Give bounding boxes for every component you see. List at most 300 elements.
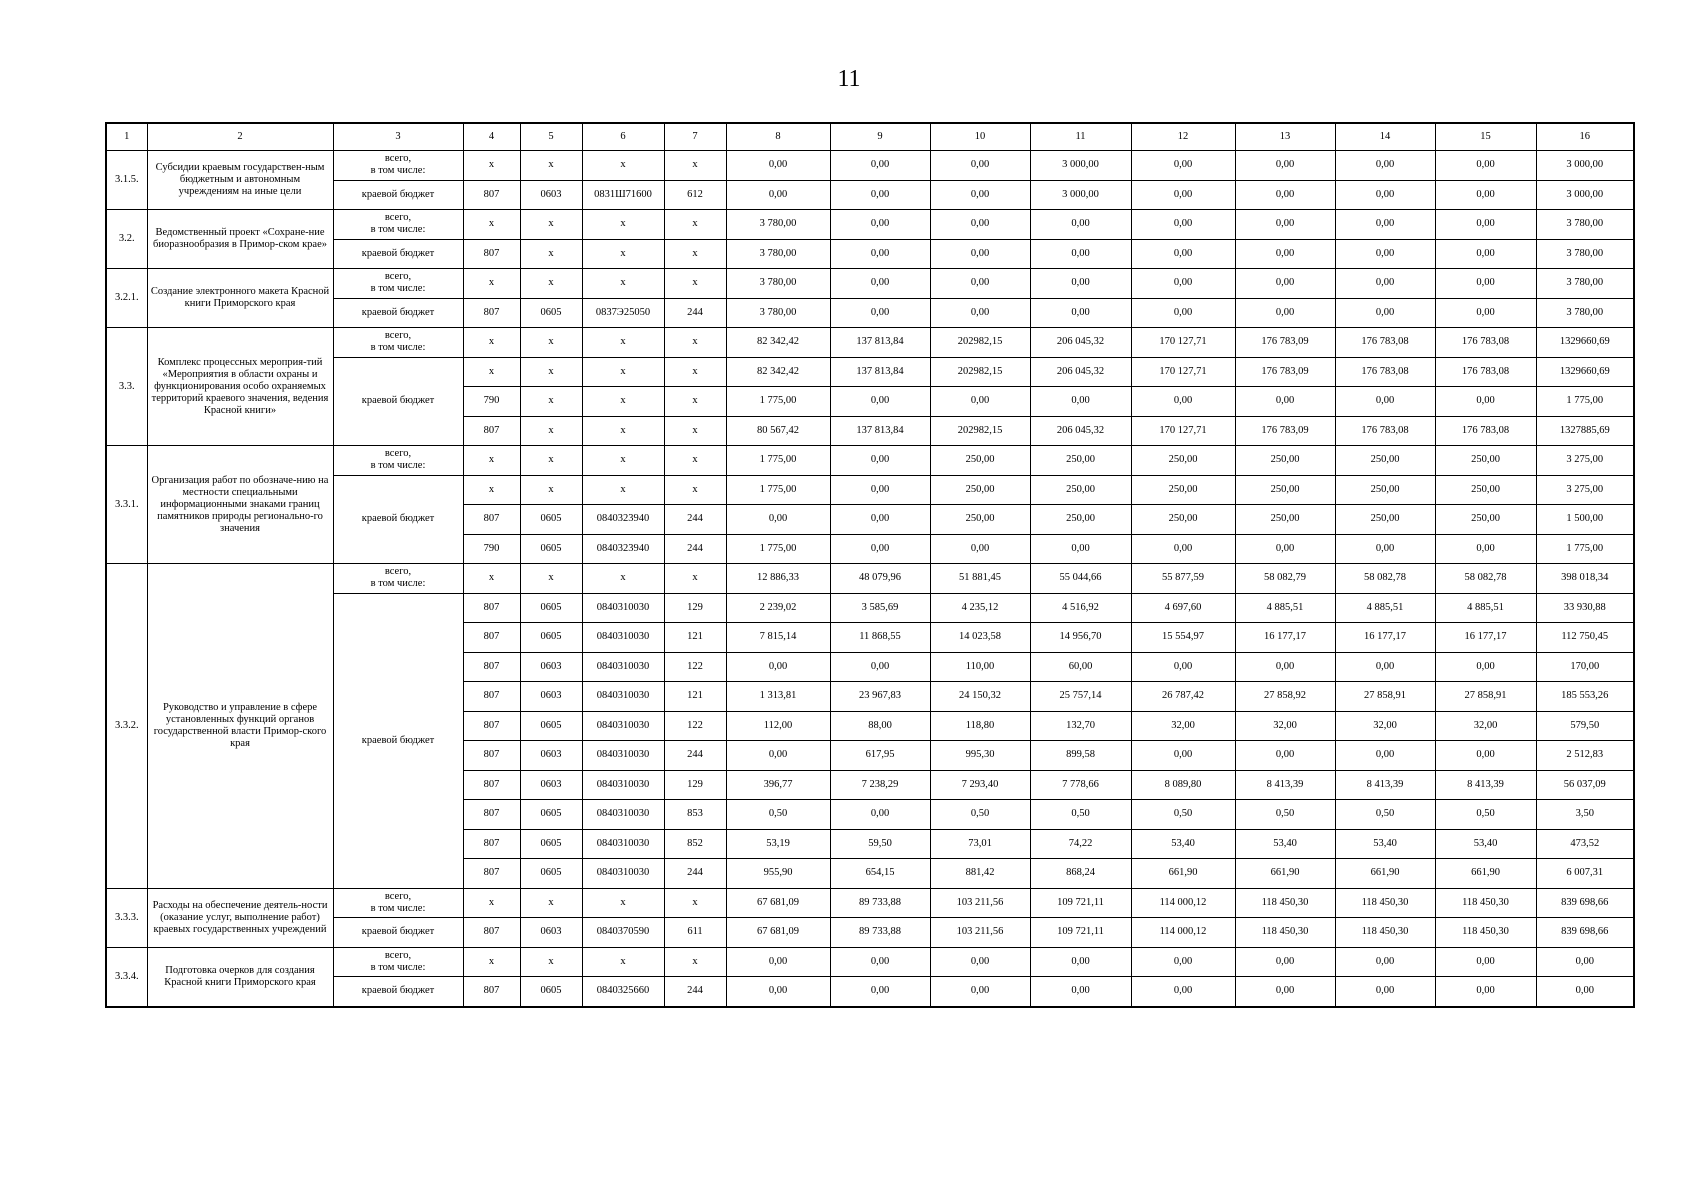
cell-value: 53,19 <box>726 829 830 859</box>
cell-value: 0,00 <box>1235 947 1335 977</box>
cell-value: 23 967,83 <box>830 682 930 712</box>
source-budget-label: краевой бюджет <box>333 357 463 446</box>
cell-value: 118 450,30 <box>1235 918 1335 948</box>
cell-value: 0840310030 <box>582 800 664 830</box>
cell-value: 58 082,79 <box>1235 564 1335 594</box>
cell-value: 80 567,42 <box>726 416 830 446</box>
cell-value: 118 450,30 <box>1335 888 1435 918</box>
cell-value: 7 778,66 <box>1030 770 1131 800</box>
cell-value: 0,00 <box>1235 210 1335 240</box>
header-row <box>106 123 1634 151</box>
row-name: Подготовка очерков для создания Красной книги Приморского края <box>147 947 333 1007</box>
cell-value: x <box>664 151 726 181</box>
cell-value: 661,90 <box>1335 859 1435 889</box>
cell-value: 89 733,88 <box>830 888 930 918</box>
cell-value: 137 813,84 <box>830 357 930 387</box>
cell-value: x <box>582 446 664 476</box>
header-cell: 9 <box>830 123 930 151</box>
source-budget-label: краевой бюджет <box>333 475 463 564</box>
cell-value: 6 007,31 <box>1536 859 1634 889</box>
cell-value: 112 750,45 <box>1536 623 1634 653</box>
cell-value: 579,50 <box>1536 711 1634 741</box>
cell-value: 2 239,02 <box>726 593 830 623</box>
cell-value: 0,00 <box>1335 387 1435 417</box>
cell-value: 807 <box>463 505 520 535</box>
cell-value: 3 780,00 <box>726 298 830 328</box>
cell-value: 0603 <box>520 770 582 800</box>
cell-value: 807 <box>463 770 520 800</box>
cell-value: 0605 <box>520 505 582 535</box>
cell-value: 202982,15 <box>930 416 1030 446</box>
cell-value: 0,00 <box>930 298 1030 328</box>
cell-value: 0,00 <box>1030 269 1131 299</box>
cell-value: x <box>582 210 664 240</box>
cell-value: 118 450,30 <box>1235 888 1335 918</box>
cell-value: 0,50 <box>1030 800 1131 830</box>
cell-value: 0840310030 <box>582 859 664 889</box>
cell-value: 0,00 <box>1536 977 1634 1007</box>
cell-value: 176 783,08 <box>1435 416 1536 446</box>
cell-value: 0605 <box>520 800 582 830</box>
cell-value: 3 000,00 <box>1030 151 1131 181</box>
cell-value: 4 235,12 <box>930 593 1030 623</box>
cell-value: x <box>664 328 726 358</box>
cell-value: 137 813,84 <box>830 328 930 358</box>
cell-value: x <box>463 475 520 505</box>
cell-value: 121 <box>664 623 726 653</box>
cell-value: x <box>520 387 582 417</box>
cell-value: 250,00 <box>1235 446 1335 476</box>
cell-value: 185 553,26 <box>1536 682 1634 712</box>
cell-value: 250,00 <box>1030 505 1131 535</box>
cell-value: 0,50 <box>726 800 830 830</box>
cell-value: x <box>463 269 520 299</box>
cell-value: 0,00 <box>726 151 830 181</box>
cell-value: 118 450,30 <box>1435 888 1536 918</box>
header-cell: 3 <box>333 123 463 151</box>
cell-value: x <box>463 328 520 358</box>
header-cell: 10 <box>930 123 1030 151</box>
cell-value: 1 775,00 <box>726 475 830 505</box>
cell-value: 0,00 <box>1030 387 1131 417</box>
table-row <box>106 151 1634 181</box>
cell-value: 11 868,55 <box>830 623 930 653</box>
cell-value: 137 813,84 <box>830 416 930 446</box>
cell-value: 56 037,09 <box>1536 770 1634 800</box>
cell-value: 0840310030 <box>582 623 664 653</box>
cell-value: 170 127,71 <box>1131 328 1235 358</box>
cell-value: 202982,15 <box>930 328 1030 358</box>
cell-value: 0,00 <box>726 947 830 977</box>
cell-value: 3,50 <box>1536 800 1634 830</box>
table-row <box>106 239 1634 269</box>
cell-value: x <box>664 564 726 594</box>
cell-value: 0,00 <box>830 239 930 269</box>
cell-value: 0,00 <box>1030 298 1131 328</box>
cell-value: 250,00 <box>1435 505 1536 535</box>
cell-value: 244 <box>664 741 726 771</box>
cell-value: 176 783,08 <box>1335 328 1435 358</box>
cell-value: 995,30 <box>930 741 1030 771</box>
cell-value: 852 <box>664 829 726 859</box>
cell-value: 7 293,40 <box>930 770 1030 800</box>
row-name: Комплекс процессных мероприя-тий «Мероприятия в области охраны и функционирования особо охраняемых территорий краевого значения, ведения Красной книги» <box>147 328 333 446</box>
cell-value: x <box>582 475 664 505</box>
cell-value: 1329660,69 <box>1536 357 1634 387</box>
cell-value: 0,00 <box>830 151 930 181</box>
cell-value: 73,01 <box>930 829 1030 859</box>
cell-value: 0,00 <box>830 298 930 328</box>
cell-value: 0,00 <box>1435 180 1536 210</box>
cell-value: 0840310030 <box>582 682 664 712</box>
table-row <box>106 977 1634 1007</box>
cell-value: x <box>664 475 726 505</box>
cell-value: 807 <box>463 711 520 741</box>
cell-value: 807 <box>463 918 520 948</box>
cell-value: 0,00 <box>930 387 1030 417</box>
table-row <box>106 446 1634 476</box>
cell-value: 109 721,11 <box>1030 888 1131 918</box>
cell-value: 0,00 <box>930 977 1030 1007</box>
cell-value: 60,00 <box>1030 652 1131 682</box>
cell-value: 103 211,56 <box>930 888 1030 918</box>
cell-value: 3 585,69 <box>830 593 930 623</box>
cell-value: 839 698,66 <box>1536 888 1634 918</box>
cell-value: 82 342,42 <box>726 357 830 387</box>
cell-value: 807 <box>463 800 520 830</box>
header-cell: 12 <box>1131 123 1235 151</box>
cell-value: x <box>520 239 582 269</box>
source-budget-label: краевой бюджет <box>333 593 463 888</box>
cell-value: 118 450,30 <box>1435 918 1536 948</box>
cell-value: 661,90 <box>1131 859 1235 889</box>
cell-value: 0,00 <box>1131 180 1235 210</box>
cell-value: x <box>664 446 726 476</box>
cell-value: 129 <box>664 770 726 800</box>
cell-value: 0,00 <box>830 210 930 240</box>
cell-value: 15 554,97 <box>1131 623 1235 653</box>
cell-value: 32,00 <box>1435 711 1536 741</box>
cell-value: 0,00 <box>1131 387 1235 417</box>
cell-value: 244 <box>664 977 726 1007</box>
cell-value: 4 885,51 <box>1435 593 1536 623</box>
cell-value: 1 775,00 <box>726 446 830 476</box>
cell-value: x <box>582 387 664 417</box>
cell-value: 955,90 <box>726 859 830 889</box>
cell-value: 0,50 <box>1235 800 1335 830</box>
cell-value: 0,00 <box>930 210 1030 240</box>
cell-value: 0,00 <box>1435 210 1536 240</box>
cell-value: x <box>463 888 520 918</box>
cell-value: 0,00 <box>830 446 930 476</box>
cell-value: 55 877,59 <box>1131 564 1235 594</box>
cell-value: 3 780,00 <box>1536 298 1634 328</box>
cell-value: 0,00 <box>1235 534 1335 564</box>
source-total-label: всего, в том числе: <box>333 446 463 476</box>
row-number: 3.3.2. <box>106 564 147 889</box>
cell-value: 250,00 <box>1131 475 1235 505</box>
cell-value: x <box>582 269 664 299</box>
table-row <box>106 475 1634 505</box>
cell-value: 25 757,14 <box>1030 682 1131 712</box>
cell-value: x <box>582 564 664 594</box>
cell-value: 0,00 <box>1435 298 1536 328</box>
cell-value: 109 721,11 <box>1030 918 1131 948</box>
cell-value: 250,00 <box>930 446 1030 476</box>
cell-value: 0840370590 <box>582 918 664 948</box>
cell-value: 12 886,33 <box>726 564 830 594</box>
cell-value: 0,00 <box>1131 947 1235 977</box>
cell-value: 0,00 <box>726 977 830 1007</box>
cell-value: x <box>520 269 582 299</box>
cell-value: 0,00 <box>1435 534 1536 564</box>
cell-value: 0,00 <box>1235 741 1335 771</box>
cell-value: 0605 <box>520 623 582 653</box>
cell-value: 0,00 <box>830 534 930 564</box>
cell-value: x <box>520 328 582 358</box>
cell-value: 0,00 <box>930 947 1030 977</box>
cell-value: 132,70 <box>1030 711 1131 741</box>
cell-value: 0,00 <box>830 269 930 299</box>
cell-value: 0,00 <box>1131 534 1235 564</box>
cell-value: 0,00 <box>1235 180 1335 210</box>
cell-value: 3 780,00 <box>726 269 830 299</box>
cell-value: 176 783,08 <box>1335 357 1435 387</box>
cell-value: x <box>520 888 582 918</box>
cell-value: x <box>582 357 664 387</box>
cell-value: 250,00 <box>930 475 1030 505</box>
cell-value: 0,00 <box>930 151 1030 181</box>
cell-value: 3 275,00 <box>1536 475 1634 505</box>
cell-value: 244 <box>664 298 726 328</box>
cell-value: 0,00 <box>1435 977 1536 1007</box>
cell-value: 250,00 <box>1435 446 1536 476</box>
cell-value: 0603 <box>520 180 582 210</box>
cell-value: 807 <box>463 652 520 682</box>
cell-value: 0840310030 <box>582 593 664 623</box>
cell-value: 0,00 <box>830 387 930 417</box>
cell-value: x <box>664 888 726 918</box>
cell-value: 0840310030 <box>582 711 664 741</box>
header-cell: 6 <box>582 123 664 151</box>
cell-value: 1327885,69 <box>1536 416 1634 446</box>
cell-value: 661,90 <box>1435 859 1536 889</box>
table-row <box>106 888 1634 918</box>
cell-value: 0,00 <box>1435 652 1536 682</box>
cell-value: 122 <box>664 652 726 682</box>
cell-value: 0,00 <box>1131 269 1235 299</box>
cell-value: 0,00 <box>830 475 930 505</box>
row-name: Организация работ по обозначе-нию на местности специальными информационными знаками границ памятников природы регионально-го значения <box>147 446 333 564</box>
cell-value: 0,00 <box>1435 947 1536 977</box>
cell-value: 129 <box>664 593 726 623</box>
cell-value: 250,00 <box>1335 446 1435 476</box>
cell-value: 170,00 <box>1536 652 1634 682</box>
cell-value: 3 000,00 <box>1536 151 1634 181</box>
cell-value: 0,00 <box>1435 151 1536 181</box>
cell-value: 0,00 <box>1335 298 1435 328</box>
cell-value: 0,00 <box>1335 151 1435 181</box>
cell-value: 32,00 <box>1235 711 1335 741</box>
cell-value: 250,00 <box>1030 446 1131 476</box>
cell-value: x <box>520 416 582 446</box>
cell-value: 14 023,58 <box>930 623 1030 653</box>
cell-value: x <box>664 947 726 977</box>
cell-value: 7 238,29 <box>830 770 930 800</box>
cell-value: 0,00 <box>1030 947 1131 977</box>
cell-value: 0,00 <box>1235 652 1335 682</box>
table-row <box>106 357 1634 387</box>
cell-value: 654,15 <box>830 859 930 889</box>
cell-value: 0605 <box>520 859 582 889</box>
cell-value: 244 <box>664 534 726 564</box>
cell-value: x <box>463 446 520 476</box>
row-number: 3.2. <box>106 210 147 269</box>
row-name: Субсидии краевым государствен-ным бюджетным и автономным учреждениям на иные цели <box>147 151 333 210</box>
cell-value: 3 780,00 <box>1536 210 1634 240</box>
header-cell: 16 <box>1536 123 1634 151</box>
cell-value: x <box>582 239 664 269</box>
cell-value: 881,42 <box>930 859 1030 889</box>
source-total-label: всего, в том числе: <box>333 947 463 977</box>
cell-value: 0,00 <box>930 534 1030 564</box>
cell-value: 4 516,92 <box>1030 593 1131 623</box>
cell-value: 118 450,30 <box>1335 918 1435 948</box>
row-name: Расходы на обеспечение деятель-ности (оказание услуг, выполнение работ) краевых государственных учреждений <box>147 888 333 947</box>
cell-value: 48 079,96 <box>830 564 930 594</box>
cell-value: 58 082,78 <box>1335 564 1435 594</box>
cell-value: 0,00 <box>1131 151 1235 181</box>
cell-value: 0,00 <box>726 652 830 682</box>
source-budget-label: краевой бюджет <box>333 239 463 269</box>
cell-value: 3 000,00 <box>1030 180 1131 210</box>
cell-value: 114 000,12 <box>1131 918 1235 948</box>
header-cell: 13 <box>1235 123 1335 151</box>
cell-value: x <box>520 446 582 476</box>
cell-value: 4 697,60 <box>1131 593 1235 623</box>
table-row <box>106 328 1634 358</box>
source-total-label: всего, в том числе: <box>333 269 463 299</box>
cell-value: 0,00 <box>1335 269 1435 299</box>
cell-value: 0,00 <box>1131 652 1235 682</box>
cell-value: 0605 <box>520 593 582 623</box>
cell-value: 790 <box>463 387 520 417</box>
cell-value: 33 930,88 <box>1536 593 1634 623</box>
row-name: Руководство и управление в сфере установленных функций органов государственной власти Примор-ского края <box>147 564 333 889</box>
cell-value: 24 150,32 <box>930 682 1030 712</box>
cell-value: 170 127,71 <box>1131 416 1235 446</box>
cell-value: x <box>463 151 520 181</box>
table-row <box>106 298 1634 328</box>
row-number: 3.2.1. <box>106 269 147 328</box>
cell-value: 103 211,56 <box>930 918 1030 948</box>
source-budget-label: краевой бюджет <box>333 977 463 1007</box>
cell-value: x <box>520 564 582 594</box>
cell-value: 0,00 <box>1030 977 1131 1007</box>
cell-value: 839 698,66 <box>1536 918 1634 948</box>
source-total-label: всего, в том числе: <box>333 210 463 240</box>
cell-value: 118,80 <box>930 711 1030 741</box>
cell-value: 0,00 <box>1335 652 1435 682</box>
cell-value: 110,00 <box>930 652 1030 682</box>
cell-value: x <box>582 328 664 358</box>
cell-value: 176 783,09 <box>1235 328 1335 358</box>
cell-value: 1 775,00 <box>1536 387 1634 417</box>
header-cell: 5 <box>520 123 582 151</box>
cell-value: 58 082,78 <box>1435 564 1536 594</box>
row-number: 3.3.3. <box>106 888 147 947</box>
cell-value: 0,00 <box>1435 269 1536 299</box>
cell-value: 612 <box>664 180 726 210</box>
cell-value: 170 127,71 <box>1131 357 1235 387</box>
cell-value: 176 783,09 <box>1235 357 1335 387</box>
cell-value: 3 275,00 <box>1536 446 1634 476</box>
table-row <box>106 180 1634 210</box>
header-cell: 15 <box>1435 123 1536 151</box>
cell-value: 250,00 <box>1335 475 1435 505</box>
cell-value: 0,00 <box>1235 387 1335 417</box>
cell-value: 0,00 <box>1536 947 1634 977</box>
cell-value: 0,00 <box>1235 151 1335 181</box>
cell-value: 0,00 <box>1235 298 1335 328</box>
cell-value: 0840325660 <box>582 977 664 1007</box>
cell-value: 1 775,00 <box>726 534 830 564</box>
source-budget-label: краевой бюджет <box>333 180 463 210</box>
source-total-label: всего, в том числе: <box>333 888 463 918</box>
header-cell: 11 <box>1030 123 1131 151</box>
cell-value: 0840310030 <box>582 741 664 771</box>
cell-value: x <box>520 357 582 387</box>
row-number: 3.3.1. <box>106 446 147 564</box>
cell-value: x <box>664 210 726 240</box>
cell-value: 0,00 <box>1335 239 1435 269</box>
table-row <box>106 918 1634 948</box>
cell-value: 32,00 <box>1131 711 1235 741</box>
cell-value: 0603 <box>520 652 582 682</box>
cell-value: x <box>664 357 726 387</box>
cell-value: 0,00 <box>1335 210 1435 240</box>
cell-value: 0,00 <box>1131 298 1235 328</box>
cell-value: 0,00 <box>1030 210 1131 240</box>
header-cell: 1 <box>106 123 147 151</box>
cell-value: 0,00 <box>1235 269 1335 299</box>
cell-value: 0,00 <box>1335 534 1435 564</box>
cell-value: 0837Э25050 <box>582 298 664 328</box>
source-total-label: всего, в том числе: <box>333 328 463 358</box>
cell-value: 899,58 <box>1030 741 1131 771</box>
cell-value: 8 413,39 <box>1335 770 1435 800</box>
cell-value: 176 783,08 <box>1335 416 1435 446</box>
cell-value: 250,00 <box>930 505 1030 535</box>
cell-value: 82 342,42 <box>726 328 830 358</box>
page-number: 11 <box>837 66 861 92</box>
cell-value: 0,00 <box>830 800 930 830</box>
cell-value: x <box>664 269 726 299</box>
cell-value: 176 783,08 <box>1435 357 1536 387</box>
row-name: Создание электронного макета Красной книги Приморского края <box>147 269 333 328</box>
cell-value: 0,50 <box>1335 800 1435 830</box>
cell-value: 7 815,14 <box>726 623 830 653</box>
cell-value: 617,95 <box>830 741 930 771</box>
cell-value: 0605 <box>520 534 582 564</box>
cell-value: x <box>520 947 582 977</box>
cell-value: 14 956,70 <box>1030 623 1131 653</box>
cell-value: 206 045,32 <box>1030 328 1131 358</box>
cell-value: 0,50 <box>1131 800 1235 830</box>
cell-value: 250,00 <box>1131 505 1235 535</box>
table-row <box>106 593 1634 623</box>
cell-value: 202982,15 <box>930 357 1030 387</box>
